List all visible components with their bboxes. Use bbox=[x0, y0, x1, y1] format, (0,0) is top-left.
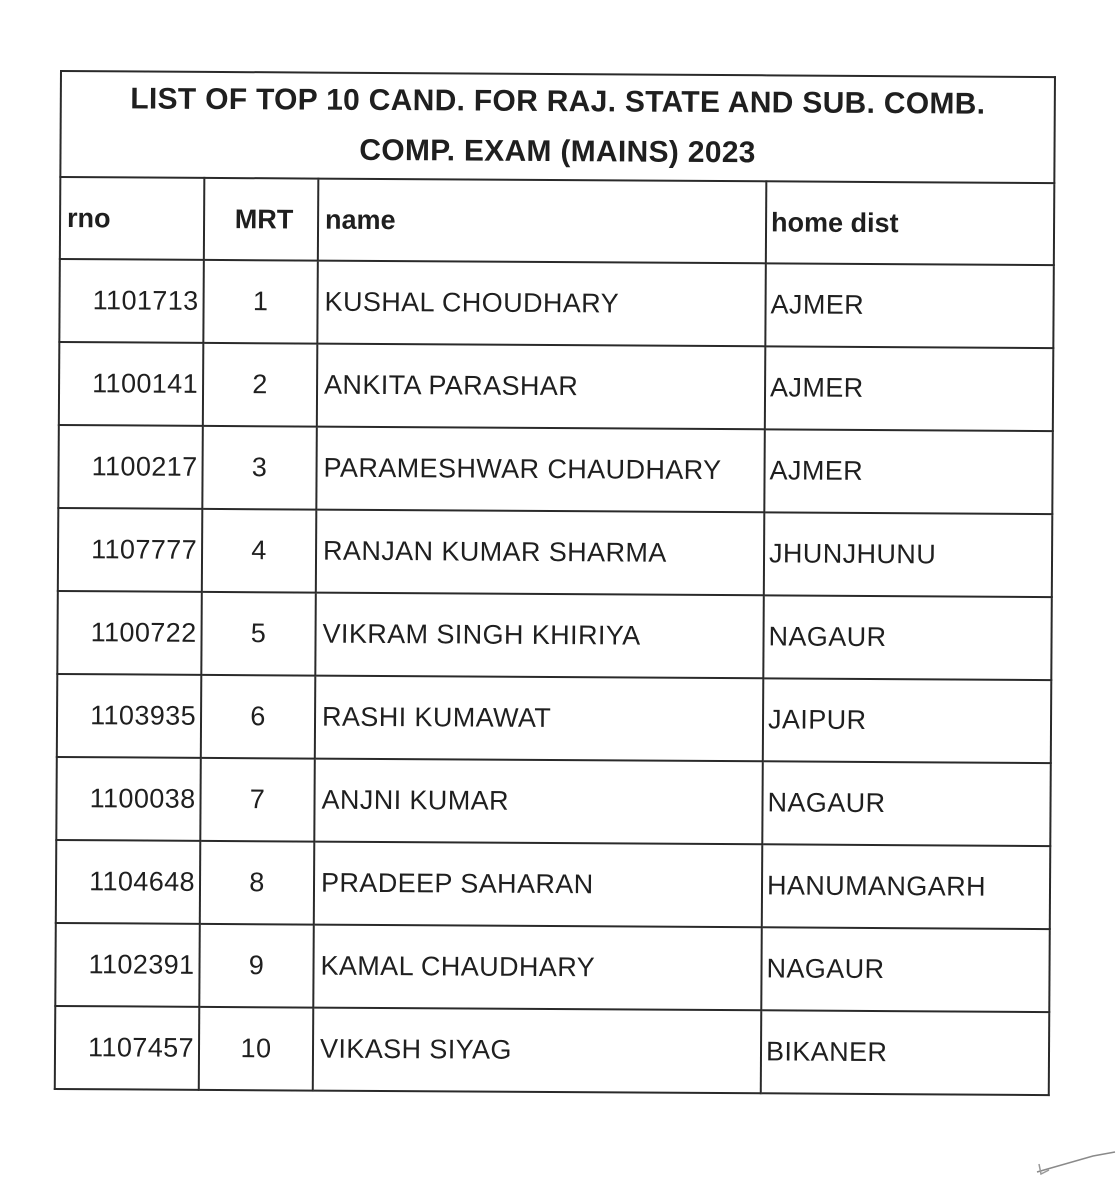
title-line-2: COMP. EXAM (MAINS) 2023 bbox=[359, 133, 756, 170]
cell-rno: 1107457 bbox=[55, 1006, 200, 1090]
cell-home-dist: NAGAUR bbox=[762, 761, 1051, 846]
table-body bbox=[55, 259, 1054, 1095]
cell-name: PRADEEP SAHARAN bbox=[314, 842, 762, 928]
table-row bbox=[58, 508, 1052, 597]
title-line-1: LIST OF TOP 10 CAND. FOR RAJ. STATE AND SUB. COMB. bbox=[130, 82, 986, 121]
document-title bbox=[60, 71, 1055, 183]
cell-home-dist: NAGAUR bbox=[761, 927, 1050, 1012]
cell-mrt: 8 bbox=[200, 841, 315, 925]
cell-mrt: 3 bbox=[202, 426, 317, 510]
cell-rno: 1104648 bbox=[56, 840, 201, 924]
cell-mrt: 7 bbox=[200, 758, 315, 842]
table-row bbox=[56, 840, 1050, 929]
cell-name: KAMAL CHAUDHARY bbox=[313, 925, 761, 1011]
column-header-rno: rno bbox=[60, 177, 204, 260]
cell-home-dist: JHUNJHUNU bbox=[764, 512, 1053, 597]
cell-rno: 1107777 bbox=[58, 508, 203, 592]
candidates-table bbox=[54, 70, 1056, 1096]
cell-home-dist: HANUMANGARH bbox=[762, 844, 1051, 929]
cell-name: RANJAN KUMAR SHARMA bbox=[316, 510, 764, 596]
cell-mrt: 5 bbox=[201, 592, 316, 676]
pen-mark bbox=[997, 1060, 1117, 1200]
cell-name: VIKASH SIYAG bbox=[313, 1008, 761, 1094]
table-row bbox=[57, 591, 1051, 680]
table-row bbox=[59, 259, 1053, 348]
cell-name: VIKRAM SINGH KHIRIYA bbox=[315, 593, 763, 679]
cell-mrt: 10 bbox=[199, 1007, 314, 1091]
title-row bbox=[60, 71, 1055, 183]
cell-mrt: 2 bbox=[203, 343, 318, 427]
cell-home-dist: JAIPUR bbox=[763, 678, 1052, 763]
table-row bbox=[55, 923, 1049, 1012]
cell-mrt: 9 bbox=[199, 924, 314, 1008]
cell-rno: 1101713 bbox=[59, 259, 204, 343]
table-row bbox=[57, 674, 1051, 763]
cell-home-dist: AJMER bbox=[764, 429, 1053, 514]
table-row bbox=[55, 1006, 1049, 1095]
cell-mrt: 6 bbox=[201, 675, 316, 759]
header-row bbox=[60, 177, 1054, 265]
cell-rno: 1103935 bbox=[57, 674, 202, 758]
cell-home-dist: BIKANER bbox=[761, 1010, 1050, 1095]
table-row bbox=[58, 425, 1052, 514]
cell-rno: 1100217 bbox=[58, 425, 203, 509]
table-row bbox=[56, 757, 1050, 846]
cell-mrt: 4 bbox=[202, 509, 317, 593]
cell-name: ANKITA PARASHAR bbox=[317, 344, 765, 430]
cell-name: RASHI KUMAWAT bbox=[315, 676, 763, 762]
column-header-mrt: MRT bbox=[204, 178, 318, 261]
cell-rno: 1100038 bbox=[56, 757, 201, 841]
table-row bbox=[59, 342, 1053, 431]
column-header-home-dist: home dist bbox=[766, 181, 1054, 265]
cell-name: KUSHAL CHOUDHARY bbox=[317, 261, 765, 347]
cell-home-dist: AJMER bbox=[765, 263, 1054, 348]
cell-name: ANJNI KUMAR bbox=[314, 759, 762, 845]
cell-home-dist: NAGAUR bbox=[763, 595, 1052, 680]
column-header-name: name bbox=[318, 179, 766, 264]
cell-rno: 1100722 bbox=[57, 591, 202, 675]
cell-home-dist: AJMER bbox=[765, 346, 1054, 431]
cell-rno: 1100141 bbox=[59, 342, 204, 426]
cell-rno: 1102391 bbox=[55, 923, 200, 1007]
cell-name: PARAMESHWAR CHAUDHARY bbox=[316, 427, 764, 513]
cell-mrt: 1 bbox=[203, 260, 318, 344]
